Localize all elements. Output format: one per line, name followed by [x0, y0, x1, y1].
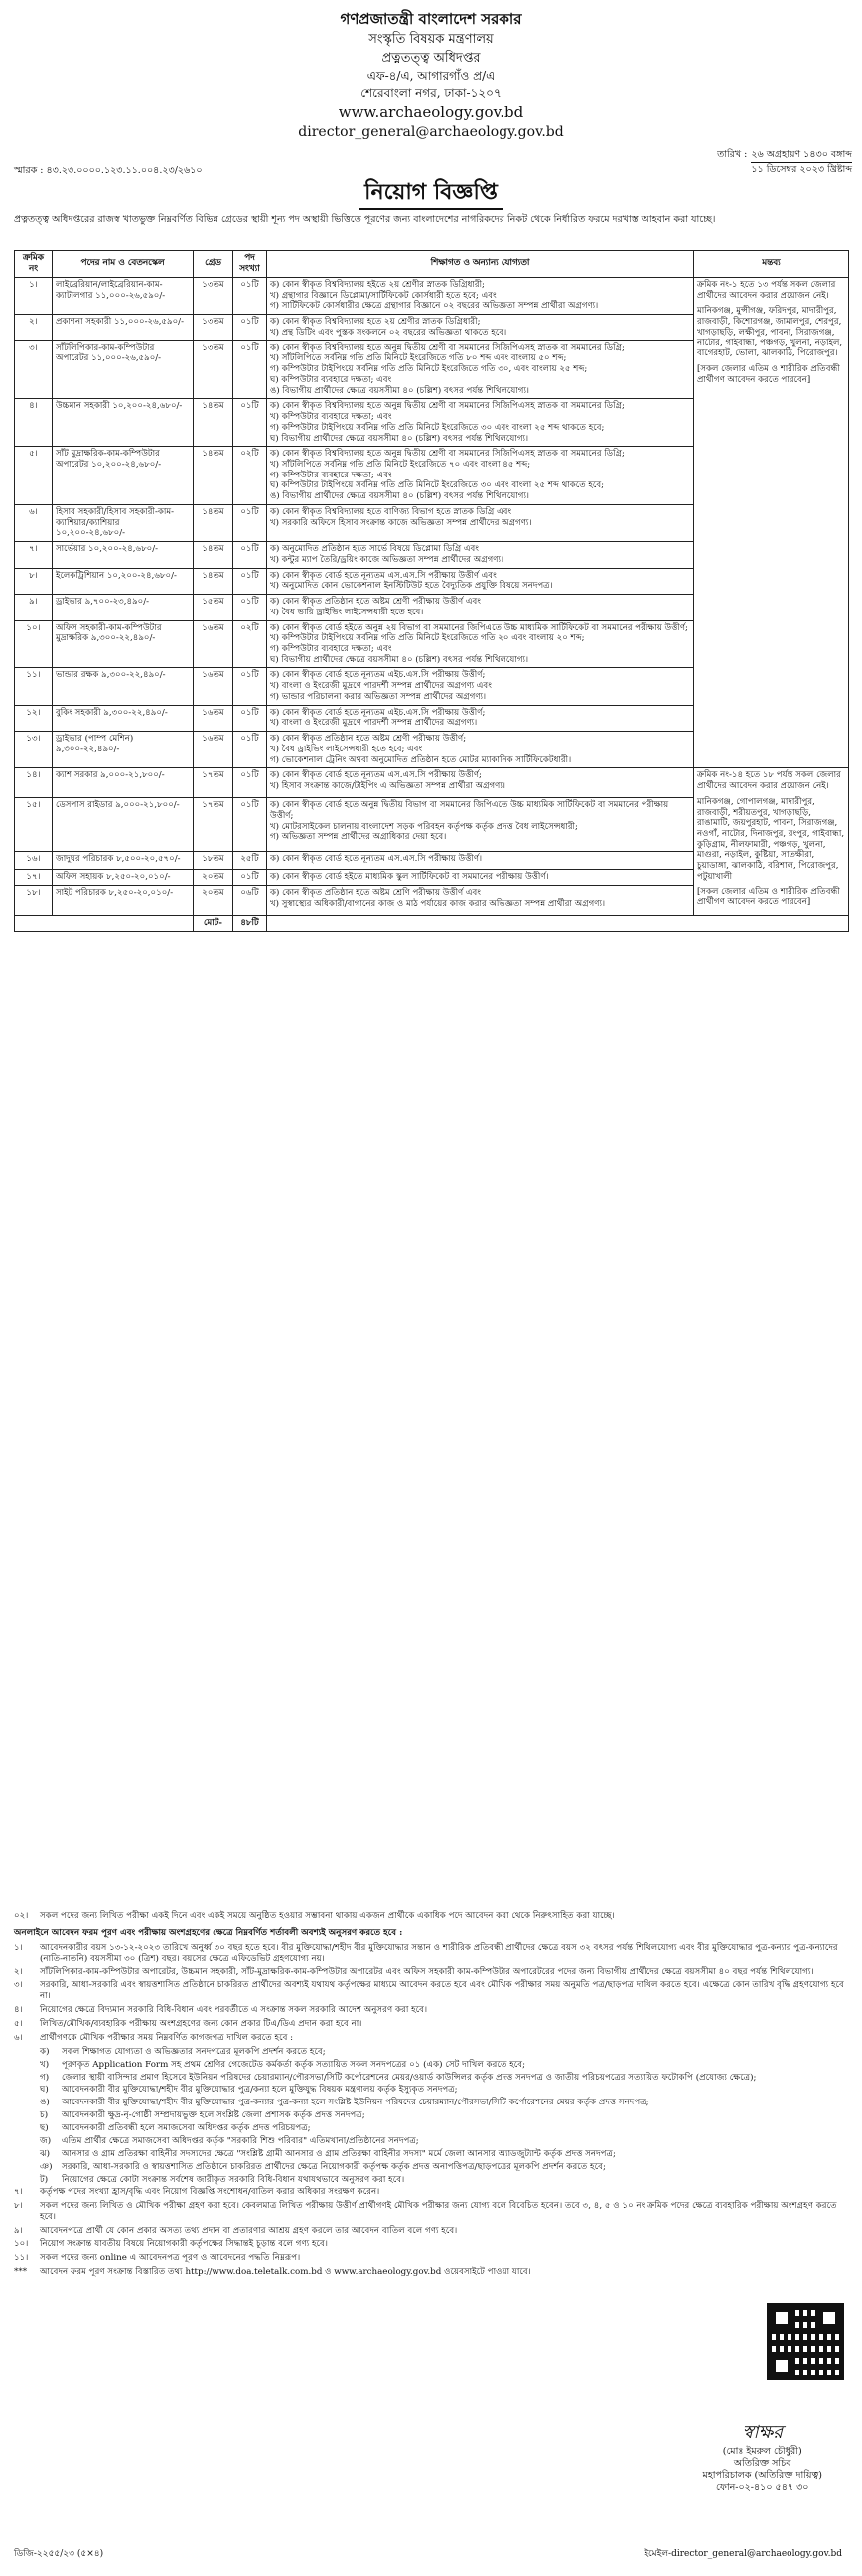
qualification-line: ক) কোন স্বীকৃত বিশ্ববিদ্যালয় হতে অনুন্ন দ্বিতীয় শ্রেণী বা সমমানের সিজিপিএসহ স্নাতক বা সমমানের ডিগ্রি; [270, 401, 625, 412]
cell-post: অফিস সহকারী-কাম-কম্পিউটার মুদ্রাক্ষরিক ৯,৩০০-২২,৪৯০/- [53, 620, 194, 668]
cell-serial: ৭। [15, 542, 53, 568]
cell-grade: ১৬তম [194, 705, 233, 731]
cell-qualification [267, 595, 694, 620]
cell-grade: ১৪তম [194, 568, 233, 594]
header-serial: ক্রমিক নং [15, 251, 53, 278]
qualification-line: ক) কোন স্বীকৃত বোর্ড হতে নূন্যতম এস.এস.সি পরীক্ষায় উত্তীর্ণ; [270, 770, 482, 781]
date-block [713, 149, 852, 176]
cell-post: হিসাব সহকারী/হিসাব সহকারী-কাম-ক্যাশিয়ার/ক্যাশিয়ার ১০,২০০-২৪,৬৮০/- [53, 504, 194, 541]
condition-list-tail [14, 2187, 848, 2277]
qualification-line: ক) কোন স্বীকৃত বোর্ড হইতে মাধ্যমিক স্কুল সার্টিফিকেট বা সমমানের পরীক্ষায় উত্তীর্ণ। [270, 871, 549, 881]
cell-grade: ১৪তম [194, 504, 233, 541]
list-item [40, 2110, 848, 2121]
qualification-line: ক) কোন স্বীকৃত প্রতিষ্ঠান হতে অষ্টম শ্রেণী পরীক্ষায় উত্তীর্ণ এবং [270, 597, 481, 608]
cell-post: ভান্ডার রক্ষক ৯,৩০০-২২,৪৯০/- [53, 668, 194, 705]
item-text: পূরণকৃত Application Form সহ প্রথম শ্রেণির গেজেটেড কর্মকর্তা কর্তৃক সত্যায়িত সকল সনদপত্রের ০১ (এক) সেট দাখিল করতে হবে; [62, 2059, 526, 2070]
vacancy-table [14, 250, 849, 932]
cell-count: ২৫টি [233, 851, 267, 869]
cell-qualification [267, 542, 694, 568]
cell-serial: ৫। [15, 447, 53, 505]
cell-serial: ১০। [15, 620, 53, 668]
cell-count: ০১টি [233, 504, 267, 541]
qualification-line: ক) কোন স্বীকৃত বিশ্ববিদ্যালয় হতে অনুন্ন দ্বিতীয় শ্রেণী বা সমমানের সিজিপিএসহ স্নাতক বা সমমানের ডিগ্রি; [270, 449, 625, 460]
signature-scribble: স্বাক্ষর [742, 2422, 784, 2443]
qualification-line: ক) কোন স্বীকৃত বোর্ড হতে নূন্যতম এস.এস.সি পরীক্ষায় উত্তীর্ণ। [270, 853, 483, 864]
item-number: ট) [40, 2174, 49, 2185]
item-number: ১। [14, 1942, 23, 1953]
cell-grade: ১৩তম [194, 315, 233, 340]
cell-qualification [267, 705, 694, 731]
cell-count: ০৬টি [233, 886, 267, 916]
remark-line: মানিকগঞ্জ, গোপালগঞ্জ, মাদারীপুর, রাজবাড়ী, শরীয়তপুর, খাগড়াছড়ি, রাঙামাটি, জয়পুরহাট, পাবনা, সিরাজগঞ্জ, নওগাঁ, নাটোর, দিনাজপুর, রংপুর, গাইবান্ধা, কুড়িগ্রাম, নীলফামারী, পঞ্চগড়, খুলনা, মাগুরা, নড়াইল, কুষ্টিয়া, সাতক্ষীরা, চুয়াডাঙ্গা, ঝালকাঠি, বরিশাল, পিরোজপুর, পটুয়াখালী [697, 796, 845, 881]
cell-grade: ১৩তম [194, 340, 233, 399]
cell-post: বুকিং সহকারী ৯,৩০০-২২,৪৯০/- [53, 705, 194, 731]
list-item [40, 2073, 848, 2084]
remark-line: মানিকগঞ্জ, মুন্সীগঞ্জ, ফরিদপুর, মাদারীপুর, রাজবাড়ী, কিশোরগঞ্জ, জামালপুর, শেরপুর, খাগড়াছড়ি, লক্ষীপুর, পাবনা, সিরাজগঞ্জ, নাটোর, গাইবান্ধা, পঞ্চগড়, খুলনা, নড়াইল, বাগেরহাট, ভোলা, ঝালকাঠি, পিরোজপুর। [697, 306, 843, 359]
list-item [40, 2060, 848, 2071]
cell-count: ০১টি [233, 542, 267, 568]
qualification-line: গ) ভোকেশনাল ট্রেনিং অথবা অনুমোদিত প্রতিষ্ঠান হতে মোটর ম্যাকানিক সার্টিফিকেটধারী। [270, 754, 572, 765]
item-text: সকল পদের জন্য online এ আবেদনপত্র পূরণ ও আবেদনের পদ্ধতি নিম্নরূপ। [40, 2252, 301, 2263]
qualification-line: ক) অনুমোদিত প্রতিষ্ঠান হতে সার্ভে বিষয়ে ডিপ্লোমা ডিগ্রি এবং [270, 544, 479, 555]
cell-count: ০১টি [233, 732, 267, 768]
cell-count: ০১টি [233, 315, 267, 340]
qualification-line: খ) বাংলা ও ইংরেজী মুদ্রণে পারদর্শী সম্পন্ন প্রার্থীদের অগ্রগণ্য এবং [270, 681, 492, 692]
cell-count: ০১টি [233, 798, 267, 852]
remark-line: [সকল জেলার এতিম ও শারীরিক প্রতিবন্ধী প্রার্থীগণ আবেদন করতে পারবেন] [697, 886, 840, 908]
item-number: চ) [40, 2110, 49, 2121]
cell-grade: ১৪তম [194, 542, 233, 568]
cell-count: ০১টি [233, 277, 267, 314]
list-item [14, 2253, 848, 2264]
qualification-line: গ) কম্পিউটার ব্যবহারে দক্ষতা; এবং [270, 644, 392, 654]
qualification-line: খ) প্রন্থ ডিটিং এবং পুস্তক সংকলনে ০২ বছরের অভিজ্ঞতা থাকতে হবে। [270, 327, 507, 338]
list-item [14, 2019, 848, 2030]
cell-serial: ২। [15, 315, 53, 340]
qualification-line: খ) মোটরসাইকেল চালনায় বাংলাদেশ সড়ক পরিবহন কর্তৃপক্ষ কর্তৃক প্রদত্ত বৈধ লাইসেন্সধারী; [270, 821, 578, 832]
letterhead [14, 0, 848, 151]
item-text: আবেদনকারী বীর মুক্তিযোদ্ধা/শহীদ বীর মুক্তিযোদ্ধার পুত্র/কন্যা হলে মুক্তিযুদ্ধ বিষয়ক মন্ত্রণালয় কর্তৃক ইস্যুকৃত সনদপত্র; [62, 2085, 458, 2096]
item-text: আবেদনকারীর বয়স ১৩-১২-২০২৩ তারিখে অনুর্ধ্ব ৩০ বছর হতে হবে। বীর মুক্তিযোদ্ধা/শহীদ বীর মুক্তিযোদ্ধার সন্তান ও শারীরিক প্রতিবন্ধী প্রার্থীদের ক্ষেত্রে বয়স ৩২ বৎসর পর্যন্ত শিথিলযোগ্য এবং বীর মুক্তিযোদ্ধার পুত্র-কন্যার পুত্র-কন্যাদের (নাতি-নাতনি) বয়সসীমা ৩০ (ত্রিশ) বছর। বয়সের ক্ষেত্রে এফিডেভিট গ্রহণযোগ্য নয়। [40, 1942, 838, 1964]
header-grade: গ্রেড [194, 251, 233, 278]
total-count: ৪৮টি [233, 916, 267, 932]
list-item [14, 1967, 848, 1978]
list-item [40, 2175, 848, 2186]
item-text: প্রার্থীগণকে মৌখিক পরীক্ষার সময় নিম্নবর্ণিত কাগজপত্র দাখিল করতে হবে : [40, 2032, 294, 2043]
cell-post: সাইট পরিচারক ৮,২৫০-২০,০১০/- [53, 886, 194, 916]
cell-serial: ১৩। [15, 732, 53, 768]
item-text: নিয়োগ সংক্রান্ত যাবতীয় বিষয়ে নিয়োগকারী কর্তৃপক্ষের সিদ্ধান্তই চূড়ান্ত বলে গণ্য হবে। [40, 2238, 328, 2249]
item-text: আবেদন ফরম পূরণ সংক্রান্ত বিস্তারিত তথ্য http://www.doa.teletalk.com.bd ও www.archaeology.gov.bd ওয়েবসাইটে পাওয়া যাবে। [40, 2266, 531, 2277]
qualification-line: খ) অনুমোদিত কোন ভোকেশনাল ইনস্টিটিউট হতে বৈদ্যুতিক প্রযুক্তি বিষয়ে সনদপত্র। [270, 581, 553, 592]
cell-qualification [267, 798, 694, 852]
qualification-line: খ) সাঁটলিপিতে সর্বনিম্ন গতি প্রতি মিনিটে ইংরেজিতে ৭০ এবং বাংলা ৪৫ শব্দ; [270, 459, 531, 470]
table-body [15, 277, 849, 931]
item-number: ঞ) [40, 2161, 53, 2172]
list-item [14, 2005, 848, 2016]
cell-count: ০২টি [233, 620, 267, 668]
qualification-line: গ) কম্পিউটার টাইপিংয়ে সর্বনিম্ন গতি প্রতি মিনিটে ইংরেজিতে গতি ৩০, এবং বাংলায় ২৫ শব্দ; [270, 364, 588, 375]
item-text: নিয়োগের ক্ষেত্রে বিদ্যমান সরকারি বিধি-বিধান এবং পরবর্তীতে এ সংক্রান্ত সকল সরকারি আদেশ অনুসরণ করা হবে। [40, 2005, 428, 2016]
cell-qualification [267, 768, 694, 798]
cell-grade: ১৮তম [194, 851, 233, 869]
cell-serial: ৬। [15, 504, 53, 541]
cell-count: ০১টি [233, 399, 267, 447]
qualification-line: খ) কন্টুর ম্যাপ তৈরি/ড্রয়িং কাজে অভিজ্ঞতা সম্পন্ন প্রার্থীদের অগ্রগণ্য। [270, 554, 504, 565]
list-item [40, 2085, 848, 2096]
cell-qualification [267, 504, 694, 541]
item-text: সরকারি, আধা-সরকারি ও স্বায়ত্তশাসিত প্রতিষ্ঠানে চাকরিরত প্রার্থীদের ক্ষেত্রে নিয়োগকারী কর্তৃপক্ষ কর্তৃক প্রদত্ত অনাপত্তিপত্র/ছাড়পত্রের মূলকপি প্রদর্শন করতে হবে; [62, 2161, 606, 2172]
footer-print-code: ডিজি-২২৫৫/২৩ (৫×৪) [14, 2549, 104, 2559]
header-count: পদ সংখ্যা [233, 251, 267, 278]
qualification-line: ক) কোন স্বীকৃত প্রতিষ্ঠান হতে অষ্টম শ্রেণি পরীক্ষায় উত্তীর্ণ এবং [270, 888, 481, 899]
cell-qualification [267, 869, 694, 886]
total-spacer [15, 916, 194, 932]
cell-count: ০১টি [233, 568, 267, 594]
list-item [40, 2162, 848, 2173]
signatory-phone: ফোন-০২-৪১০ ৫৪৭ ৩০ [716, 2481, 809, 2493]
qualification-line: খ) বাংলা ও ইংরেজী মুদ্রণে পারদর্শী সম্পন্ন প্রার্থীদের অগ্রগণ্য। [270, 718, 478, 729]
item-number: জ) [40, 2135, 52, 2146]
government-name: গণপ্রজাতন্ত্রী বাংলাদেশ সরকার [340, 10, 522, 28]
signatory-designation: অতিরিক্ত সচিব [733, 2457, 791, 2469]
item-text: জেলার স্থায়ী বাসিন্দার প্রমাণ হিসেবে ইউনিয়ন পরিষদের চেয়ারম্যান/পৌরসভা/সিটি কর্পোরেশনের মেয়র/ওয়ার্ড কাউন্সিলর কর্তৃক প্রদত্ত সনদপত্র ও জাতীয় পরিচয়পত্রের সত্যায়িত ফটোকপি (প্রযোজ্য ক্ষেত্রে); [62, 2072, 757, 2083]
qualification-line: ক) কোন স্বীকৃত বোর্ড হতে নূন্যতম এইচ.এস.সি পরীক্ষায় উত্তীর্ণ; [270, 707, 486, 718]
cell-count: ০২টি [233, 447, 267, 505]
cell-grade: ১৭তম [194, 768, 233, 798]
cell-qualification [267, 315, 694, 340]
item-text: সরকারি, আধা-সরকারি এবং স্বায়ত্তশাসিত প্রতিষ্ঠানে চাকরিরত প্রার্থীদের অবশ্যই যথাযথ কর্তৃপক্ষের মাধ্যমে আবেদন করতে হবে এবং মৌখিক পরীক্ষার সময় অনুমতি পত্র/ছাড়পত্র দাখিল করতে হবে। এক্ষেত্রে কোন তারিখ বৃদ্ধি গ্রহণযোগ্য হবে না। [40, 1980, 844, 2002]
item-number: ক) [40, 2046, 50, 2057]
qualification-line: খ) সাঁটলিপিতে সর্বনিম্ন গতি প্রতি মিনিটে ইংরেজিতে গতি ৮০ শব্দ এবং বাংলায় ৫০ শব্দ; [270, 353, 567, 364]
online-application-heading: অনলাইনে আবেদন ফরম পূরণ এবং পরীক্ষায় অংশগ্রহণের ক্ষেত্রে নিম্নবর্ণিত শর্তাবলী অবশ্যই অনুসরণ করতে হবে : [14, 1927, 403, 1938]
item-text: আবেদনকারী ক্ষুদ্র-নৃ-গোষ্ঠী সম্প্রদায়ভুক্ত হলে সংশ্লিষ্ট জেলা প্রশাসক কর্তৃক প্রদত্ত সনদপত্র; [62, 2110, 365, 2121]
signatory-name: (মোঃ ইমরুল চৌধুরী) [722, 2446, 802, 2457]
qualification-line: খ) বৈধ ভারি ড্রাইভিং লাইসেন্সধারী হতে হবে। [270, 607, 424, 617]
list-item [40, 2136, 848, 2147]
item-number: ঘ) [40, 2085, 49, 2096]
cell-serial: ১৫। [15, 798, 53, 852]
qualification-line: ঘ) কম্পিউটার ব্যবহারে দক্ষতা; এবং [270, 374, 392, 385]
qualification-line: গ) ভান্ডার পরিচালনা করার অভিজ্ঞতা সম্পন্ন প্রার্থীদের অগ্রগণ্য। [270, 691, 487, 702]
item-text: আবেদনকারী প্রতিবন্ধী হলে সমাজসেবা অধিদপ্তর কর্তৃক প্রদত্ত পরিচয়পত্র; [62, 2123, 311, 2133]
table-row [15, 768, 849, 798]
conditions-section [14, 1911, 848, 2281]
header-qualification: শিক্ষাগত ও অন্যান্য যোগ্যতা [267, 251, 694, 278]
remark-line: ক্রমিক নং-১৪ হতে ১৮ পর্যন্ত সকল জেলার প্রার্থীদের আবেদন করার প্রয়োজন নেই। [697, 770, 841, 792]
qr-finder-bottom-left [772, 2356, 791, 2375]
cell-serial: ৩। [15, 340, 53, 399]
qr-finder-top-left [772, 2308, 791, 2328]
cell-serial: ১৬। [15, 851, 53, 869]
qualification-line: খ) কম্পিউটার টাইপিংয়ে সর্বনিম্ন গতি প্রতি মিনিটে ইংরেজিতে গতি ২০ এবং বাংলায় ২০ শব্দ; [270, 633, 585, 644]
qualification-line: ক) কোন স্বীকৃত বোর্ড হইতে অনুন্ন ২য় বিভাগ বা সমমানের জিপিএতে উচ্চ মাধ্যমিক সার্টিফিকেট বা সমমানের পরীক্ষায় উত্তীর্ণ; [270, 622, 688, 633]
qualification-line: খ) কম্পিউটার ব্যবহারে দক্ষতা; এবং [270, 412, 392, 423]
item-text: সকল পদের জন্য লিখিত ও মৌখিক পরীক্ষা গ্রহণ করা হবে। কেবলমাত্র লিখিত পরীক্ষায় উত্তীর্ণ প্রার্থীগণই মৌখিক পরীক্ষার জন্য যোগ্য বলে বিবেচিত হবেন। তবে ৩, ৪, ৫ ও ১০ নং ক্রমিক পদের ক্ষেত্রে ব্যবহারিক পরীক্ষায় অংশগ্রহণ করতে হবে। [40, 2201, 837, 2223]
qualification-line: ঙ) বিভাগীয় প্রার্থীদের ক্ষেত্রে বয়সসীমা ৪০ (চল্লিশ) বৎসর পর্যন্ত শিথিলযোগ্য। [270, 385, 530, 396]
qualification-line: ক) কোন স্বীকৃত বোর্ড হতে নূন্যতম এস.এস.সি পরীক্ষায় উত্তীর্ণ এবং [270, 570, 497, 581]
cell-qualification [267, 340, 694, 399]
qualification-line: গ) কম্পিউটার টাইপিংয়ে সর্বনিম্ন গতি প্রতি মিনিটে ইংরেজিতে ৩০ এবং বাংলা ২৫ শব্দ থাকতে হবে; [270, 422, 605, 433]
cell-post: ক্যাশ সরকার ৯,০০০-২১,৮০০/- [53, 768, 194, 798]
item-number: ছ) [40, 2123, 49, 2133]
cell-post: সাঁট মুদ্রাক্ষরিক-কাম-কম্পিউটার অপারেটর ১০,২০০-২৪,৬৮০/- [53, 447, 194, 505]
list-item [40, 2123, 848, 2134]
item-number: ৭। [14, 2187, 23, 2198]
cell-qualification [267, 732, 694, 768]
item-number: ৯। [14, 2226, 23, 2236]
list-item [14, 2267, 848, 2278]
cell-post: প্রকাশনা সহকারী ১১,০০০-২৬,৫৯০/- [53, 315, 194, 340]
item-number: ঙ) [40, 2098, 50, 2108]
cell-post: ড্রাইভার (পাম্প মেশিন) ৯,৩০০-২২,৪৯০/- [53, 732, 194, 768]
item-text: সকল শিক্ষাগত যোগ্যতা ও অভিজ্ঞতার সনদপত্রের মূলকপি প্রদর্শন করতে হবে; [62, 2046, 326, 2057]
total-label: মোট- [194, 916, 233, 932]
cell-count: ০১টি [233, 668, 267, 705]
cell-count: ০১টি [233, 869, 267, 886]
total-blank [267, 916, 849, 932]
cell-serial: ১৮। [15, 886, 53, 916]
qr-finder-top-right [819, 2308, 839, 2328]
item-number: খ) [40, 2059, 50, 2070]
header-post: পদের নাম ও বেতনস্কেল [53, 251, 194, 278]
date-label: তারিখ : [717, 149, 748, 160]
cell-grade: ১৪তম [194, 447, 233, 505]
list-item [40, 2047, 848, 2058]
item-number: ৬। [14, 2032, 23, 2043]
item-number: *** [14, 2266, 28, 2277]
cell-remarks [694, 277, 849, 767]
website-link[interactable]: www.archaeology.gov.bd [338, 103, 524, 122]
date-english: ১১ ডিসেম্বর ২০২৩ খ্রিষ্টাব্দ [751, 163, 852, 175]
item-number: ১১। [14, 2252, 29, 2263]
cell-grade: ২০তম [194, 869, 233, 886]
item-text: লিখিত/মৌখিক/ব্যবহারিক পরীক্ষায় অংশগ্রহণের জন্য কোন প্রকার টিএ/ডিএ প্রদান করা হবে না। [40, 2019, 362, 2029]
list-item [40, 2149, 848, 2160]
qualification-line: ক) কোন স্বীকৃত প্রতিষ্ঠান হতে অষ্টম শ্রেণী পরীক্ষায় উত্তীর্ণ; [270, 734, 467, 745]
item-text: আবেদনপত্রে প্রার্থী যে কোন প্রকার অসত্য তথ্য প্রদান বা প্রতারণার আশ্রয় গ্রহণ করলে তার আবেদন বাতিল বলে গণ্য হবে। [40, 2226, 458, 2236]
table-header-row [15, 251, 849, 278]
qualification-line: ক) কোন স্বীকৃত বিশ্ববিদ্যালয় হইতে ২য় শ্রেণীর স্নাতক ডিগ্রিধারী; [270, 279, 485, 290]
cell-grade: ১৭তম [194, 798, 233, 852]
cell-count: ০১টি [233, 768, 267, 798]
cell-grade: ১৫তম [194, 595, 233, 620]
qualification-line: ক) কোন স্বীকৃত বোর্ড হতে নূন্যতম এইচ.এস.সি পরীক্ষায় উত্তীর্ণ; [270, 670, 486, 681]
cell-serial: ৯। [15, 595, 53, 620]
ministry-name: সংস্কৃতি বিষয়ক মন্ত্রণালয় [368, 31, 494, 47]
qualification-line: ঘ) বিভাগীয় প্রার্থীদের ক্ষেত্রে বয়সসীমা ৪০ (চল্লিশ) বৎসর পর্যন্ত শিথিলযোগ্য। [270, 433, 529, 444]
condition-list [14, 1943, 848, 2044]
qualification-line: গ) কম্পিউটার ব্যবহারে দক্ষতা; এবং [270, 470, 392, 480]
cell-post: ইলেকট্রিশিয়ান ১০,২০০-২৪,৬৮০/- [53, 568, 194, 594]
cell-count: ০১টি [233, 340, 267, 399]
item-text: সাঁটলিপিকার-কাম-কম্পিউটার অপারেটর, উচ্চমান সহকারী, সাঁট-মুদ্রাক্ষরিক-কাম-কম্পিউটার অপারেটর এবং অফিস সহকারী কাম-কম্পিউটার অপারেটরের পদের জন্য বিভাগীয় প্রার্থীদের ক্ষেত্রে বয়সসীমা ৪০ বছর পর্যন্ত শিথিলযোগ্য। [40, 1966, 814, 1977]
cell-serial: ১৭। [15, 869, 53, 886]
cell-qualification [267, 886, 694, 916]
cell-grade: ২০তম [194, 886, 233, 916]
signatory-office: মহাপরিচালক (অতিরিক্ত দায়িত্ব) [702, 2469, 822, 2481]
cell-serial: ১। [15, 277, 53, 314]
cell-remarks [694, 768, 849, 916]
qr-code [767, 2303, 844, 2380]
qualification-line: ঘ) কম্পিউটার টাইপিংয়ে সর্বনিম্ন গতি প্রতি মিনিটে ইংরেজিতে ৩০ এবং বাংলা ২৫ শব্দ থাকতে হবে; [270, 480, 605, 491]
table-total-row [15, 916, 849, 932]
cell-serial: ৮। [15, 568, 53, 594]
cell-grade: ১৩তম [194, 277, 233, 314]
item-text: এতিম প্রার্থীর ক্ষেত্রে সমাজসেবা অধিদপ্তর কর্তৃক "সরকারি শিশু পরিবার" এতিমখানা/প্রতিষ্ঠানের সনদপত্র; [62, 2135, 419, 2146]
address-line-2: শেরেবাংলা নগর, ঢাকা-১২০৭ [360, 86, 502, 101]
remark-line: [সকল জেলার এতিম ও শারীরিক প্রতিবন্ধী প্রার্থীগণ আবেদন করতে পারবেন] [697, 364, 840, 385]
qualification-line: ক) কোন স্বীকৃত বিশ্ববিদ্যালয় হতে ২য় শ্রেণীর স্নাতক ডিগ্রিধারী; [270, 317, 481, 328]
cell-grade: ১৪তম [194, 399, 233, 447]
title-wrapper [0, 179, 862, 210]
qualification-line: ক) কোন স্বীকৃত বিশ্ববিদ্যালয় হতে অনুন্ন দ্বিতীয় শ্রেণী বা সমমানের সিজিপিএসহ স্নাতক বা সমমানের ডিগ্রি; [270, 342, 625, 353]
qualification-line: ক) কোন স্বীকৃত বিশ্ববিদ্যালয় হতে বাণিজ্য বিভাগ হতে স্নাতক ডিগ্রি এবং [270, 506, 512, 517]
qualification-line: ক) কোন স্বীকৃত বোর্ড হতে অনুন্ন দ্বিতীয় বিভাগ বা সমমানের জিপিএতে উচ্চ মাধ্যমিক সার্টিফিকেট বা সমমানের পরীক্ষায় উত্তীর্ণ; [270, 800, 669, 821]
cell-count: ০১টি [233, 705, 267, 731]
email-link[interactable]: director_general@archaeology.gov.bd [298, 124, 564, 140]
cell-qualification [267, 620, 694, 668]
qualification-line: গ) সার্টিফিকেট কোর্সধারীর ক্ষেত্রে গ্রন্থাগার বিজ্ঞানে ০২ বছরের অভিজ্ঞতা সম্পন্ন প্রার্থীরা অগ্রগণ্য। [270, 301, 599, 312]
table-row [15, 277, 849, 314]
item-text: আনসার ও গ্রাম প্রতিরক্ষা বাহিনীর সদস্যদের ক্ষেত্রে "সংশ্লিষ্ট গ্রামী আনসার ও গ্রাম প্রতিরক্ষা বাহিনীর সদস্য" মর্মে জেলা আনসার অ্যাডজুট্যান্ট কর্তৃক প্রদত্ত সনদপত্র; [62, 2148, 616, 2159]
memo-number: স্মারক : ৪৩.২৩.০০০০.১২৩.১১.০০৪.২৩/২৬১০ [14, 165, 203, 176]
list-item [14, 2033, 848, 2044]
cell-qualification [267, 668, 694, 705]
remark-line: ক্রমিক নং-১ হতে ১৩ পর্যন্ত সকল জেলার প্রার্থীদের আবেদন করার প্রয়োজন নেই। [697, 279, 836, 301]
item-text: নিয়োগের ক্ষেত্রে কোটা সংক্রান্ত সর্বশেষ জারীকৃত সরকারি বিধি-বিধান যথাযথভাবে অনুসরণ করা হবে। [62, 2174, 405, 2185]
intro-paragraph: প্রত্নতত্ত্ব অধিদপ্তরের রাজস্ব খাতভুক্ত নিম্নবর্ণিত বিভিন্ন গ্রেডের স্থায়ী শূন্য পদ অস্থায়ী ভিত্তিতে পূরণের জন্য বাংলাদেশের নাগরিকদের নিকট থেকে নির্ধারিত ফরমে দরখাস্ত আহবান করা যাচ্ছে। [14, 214, 716, 225]
cell-qualification [267, 399, 694, 447]
cell-qualification [267, 277, 694, 314]
note-number: ০২। [14, 1911, 29, 1921]
cell-grade: ১৬তম [194, 620, 233, 668]
item-number: ২। [14, 1966, 23, 1977]
cell-grade: ১৬তম [194, 668, 233, 705]
cell-post: ডেসপাস রাইডার ৯,০০০-২১,৮০০/- [53, 798, 194, 852]
cell-grade: ১৬তম [194, 732, 233, 768]
header-remarks: মন্তব্য [694, 251, 849, 278]
cell-qualification [267, 568, 694, 594]
department-name: প্রত্নতত্ত্ব অধিদপ্তর [381, 51, 481, 66]
notice-title: নিয়োগ বিজ্ঞপ্তি [359, 179, 503, 210]
cell-serial: ৪। [15, 399, 53, 447]
note-02 [14, 1911, 848, 1922]
item-number: ৮। [14, 2201, 23, 2212]
qualification-line: ঘ) বিভাগীয় প্রার্থীদের ক্ষেত্রে বয়সসীমা ৪০ (চল্লিশ) বৎসর পর্যন্ত শিথিলযোগ্য। [270, 654, 529, 665]
item-number: ১০। [14, 2238, 29, 2249]
cell-post: ড্রাইভার ৯,৭০০-২৩,৪৯০/- [53, 595, 194, 620]
cell-serial: ১২। [15, 705, 53, 731]
item-text: আবেদনকারী বীর মুক্তিযোদ্ধা/শহীদ বীর মুক্তিযোদ্ধার পুত্র-কন্যার পুত্র-কন্যা হলে সংশ্লিষ্ট ইউনিয়ন পরিষদের চেয়ারম্যান/পৌরসভা/সিটি কর্পোরেশনের মেয়র কর্তৃক প্রদত্ত সনদপত্র; [62, 2098, 649, 2108]
qualification-line: খ) হিসাব সংক্রান্ত কাজে/টাইপিং এ অভিজ্ঞতা সম্পন্ন প্রার্থীরা অগ্রগণ্য। [270, 781, 505, 792]
address-line-1: এফ-৪/এ, আগারগাঁও প্র/এ [366, 69, 496, 84]
cell-post: জাদুঘর পরিচারক ৮,৫০০-২০,৫৭০/- [53, 851, 194, 869]
date-bangla: ২৬ অগ্রহায়ণ ১৪৩০ বঙ্গাব্দ [751, 149, 852, 163]
note-text: সকল পদের জন্য লিখিত পরীক্ষা একই দিনে এবং একই সময়ে অনুষ্ঠিত হওয়ার সম্ভাবনা থাকায় একজন প্রার্থীকে একাধিক পদে আবেদন করা থেকে নিরুৎসাহিত করা যাচ্ছে। [40, 1911, 615, 1921]
signature-block [702, 2422, 822, 2494]
list-item [14, 2226, 848, 2237]
cell-serial: ১৪। [15, 768, 53, 798]
qualification-line: খ) সুস্বাস্থ্যের অধিকারী/বাগানের কাজ ও মাঠ পর্যায়ের কাজ করার অভিজ্ঞতা সম্পন্ন প্রার্থীরা অগ্রগণ্য। [270, 899, 606, 910]
qualification-line: গ) অভিজ্ঞতা সম্পন্ন প্রার্থীদের অগ্রাধিকার দেয়া হবে। [270, 832, 447, 843]
qualification-line: ঙ) বিভাগীয় প্রার্থীদের ক্ষেত্রে বয়সসীমা ৪০ (চল্লিশ) বৎসর পর্যন্ত শিথিলযোগ্য। [270, 491, 530, 502]
cell-qualification [267, 447, 694, 505]
qualification-line: খ) সরকারি অফিসে হিসাব সংক্রান্ত কাজে অভিজ্ঞতা সম্পন্ন প্রার্থীদের অগ্রগণ্য। [270, 517, 532, 528]
list-item [14, 2187, 848, 2198]
cell-post: সাঁটলিপিকার-কাম-কম্পিউটার অপারেটর ১১,০০০-২৬,৫৯০/- [53, 340, 194, 399]
list-item [14, 1943, 848, 1965]
item-number: ঝ) [40, 2148, 50, 2159]
cell-serial: ১১। [15, 668, 53, 705]
cell-post: উচ্চমান সহকারী ১০,২০০-২৪,৬৮০/- [53, 399, 194, 447]
document-list [40, 2047, 848, 2186]
item-number: ৫। [14, 2019, 23, 2029]
list-item [40, 2098, 848, 2108]
list-item [14, 2239, 848, 2250]
item-number: ৩। [14, 1980, 23, 1991]
qualification-line: খ) গ্রন্থাগার বিজ্ঞানে ডিপ্লোমা/সার্টিফিকেট কোর্সধারী হতে হবে; এবং [270, 290, 497, 301]
cell-post: অফিস সহায়ক ৮,২৫০-২০,০১০/- [53, 869, 194, 886]
item-text: কর্তৃপক্ষ পদের সংখ্যা হ্রাস/বৃদ্ধি এবং নিয়োগ বিজ্ঞপ্তি সংশোধন/বাতিল করার অধিকার সংরক্ষণ করেন। [40, 2187, 380, 2198]
cell-post: লাইব্রেরিয়ান/লাইব্রেরিয়ান-কাম-ক্যাটালগার ১১,০০০-২৬,৫৯০/- [53, 277, 194, 314]
item-number: গ) [40, 2072, 50, 2083]
item-number: ৪। [14, 2005, 23, 2016]
cell-qualification [267, 851, 694, 869]
list-item [14, 2201, 848, 2223]
list-item [14, 1980, 848, 2002]
cell-post: সার্ভেয়ার ১০,২০০-২৪,৬৮০/- [53, 542, 194, 568]
cell-count: ০১টি [233, 595, 267, 620]
qualification-line: খ) বৈধ ড্রাইভিং লাইসেন্সধারী হতে হবে; এবং [270, 744, 423, 754]
footer-email[interactable]: ইমেইল-director_general@archaeology.gov.bd [644, 2549, 842, 2559]
